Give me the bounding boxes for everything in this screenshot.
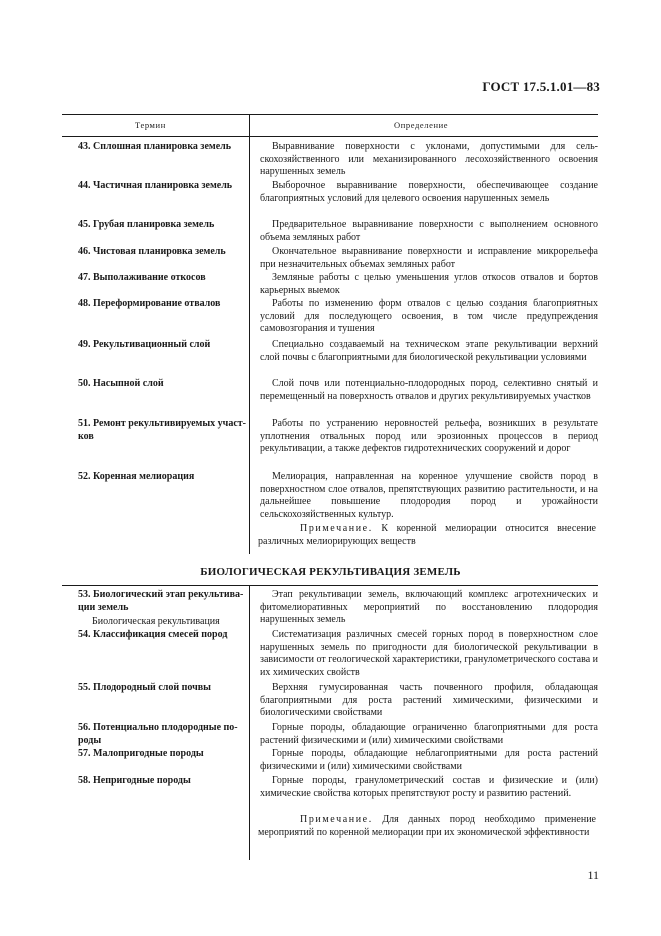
definition-48: Работы по изменению форм отвалов с целью создания благоприятных условий для последующего освоения, в том числе предупреждения самовозгорания и тушения [260, 298, 598, 335]
column-divider-lower [249, 585, 250, 860]
definition-55: Верхняя гумусированная часть почвенного профиля, обладающая благоприятными для роста растений химическими, физическими и биологическими свойствами [260, 682, 598, 719]
note-text: Для данных пород необходимо применение мероприятий по коренной мелиорации при их экономической эффективности [258, 814, 596, 838]
definition-46: Окончательное выравнивание поверхности и исправление микрорельефа при незначительных объемах земляных работ [260, 246, 598, 270]
table-header-rule [62, 136, 598, 137]
term-56: 56. Потенциально плодородные породы [78, 722, 238, 746]
definition-47: Земляные работы с целью уменьшения углов откосов отвалов и бортов карьерных выемок [260, 272, 598, 296]
term-46: 46. Чистовая планировка земель [78, 246, 226, 257]
bio-top-rule [62, 585, 598, 586]
note-58 [258, 814, 596, 839]
section-title: БИОЛОГИЧЕСКАЯ РЕКУЛЬТИВАЦИЯ ЗЕМЕЛЬ [200, 566, 461, 578]
term-50: 50. Насыпной слой [78, 378, 164, 389]
term-58: 58. Непригодные породы [78, 775, 191, 786]
definition-49: Специально создаваемый на техническом этапе рекультивации верхний слой почвы с благоприятными для биологической рекультивации условиями [260, 339, 598, 363]
definition-58: Горные породы, гранулометрический состав и физические и (или) химические свойства которых препятствуют росту и развитию растений. [260, 775, 598, 799]
column-header-definition: Определение [394, 120, 449, 130]
column-divider-upper [249, 114, 250, 554]
page-number: 11 [587, 868, 599, 882]
table-top-rule [62, 114, 598, 115]
term-44: 44. Частичная планировка земель [78, 180, 233, 191]
definition-56: Горные породы, обладающие ограниченно благоприятными для роста растений физическими и (или) химическими свойствами [260, 722, 598, 746]
definition-51: Работы по устранению неровностей рельефа, возникших в результате уплотнения отвальных пород или эрозионных процессов в период рекультивации, а также дефектов гидротехнических сооружений и дорог [260, 418, 598, 455]
standard-header: ГОСТ 17.5.1.01—83 [482, 79, 600, 94]
definition-43: Выравнивание поверхности с уклонами, допустимыми для сельскохозяйственного или механизированного лесохозяйственного освоения нарушенных земель [260, 141, 598, 178]
term-47: 47. Выполаживание откосов [78, 272, 206, 283]
note-52 [258, 523, 596, 548]
term-49: 49. Рекультивационный слой [78, 339, 211, 350]
definition-44: Выборочное выравнивание поверхности, обеспечивающее создание благоприятных условий для целевого освоения нарушенных земель [260, 180, 598, 204]
term-48: 48. Переформирование отвалов [78, 298, 221, 309]
note-text: К коренной мелиорации относится внесение различных мелиорирующих веществ [258, 523, 596, 547]
column-header-term: Термин [135, 120, 166, 130]
definition-57: Горные породы, обладающие неблагоприятными для роста растений физическими и (или) химическими свойствами [260, 748, 598, 772]
term-55: 55. Плодородный слой почвы [78, 682, 211, 693]
definition-45: Предварительное выравнивание поверхности с выполнением основного объема земляных работ [260, 219, 598, 243]
subterm: Биологическая рекультивация [92, 616, 220, 627]
definition-50: Слой почв или потенциально-плодородных пород, селективно снятый и перемещенный на поверхность отвалов и других рекультивируемых участков [260, 378, 598, 402]
definition-54: Систематизация различных смесей горных пород в поверхностном слое нарушенных земель по пригодности для биологической рекультивации в зависимости от геологической характеристики, гранулометрического состава и их химических свойств [260, 629, 598, 679]
note-label: Примечание. [300, 814, 373, 825]
term-54: 54. Классификация смесей пород [78, 629, 228, 640]
note-label: Примечание. [300, 523, 373, 534]
term-52: 52. Коренная мелиорация [78, 471, 195, 482]
term-45: 45. Грубая планировка земель [78, 219, 215, 230]
term-51: 51. Ремонт рекультивируемых участков [78, 418, 247, 442]
term-57: 57. Малопригодные породы [78, 748, 204, 759]
term-53: 53. Биологический этап рекультивации земель [78, 589, 244, 613]
definition-53: Этап рекультивации земель, включающий комплекс агротехнических и фитомелиоративных мероприятий по восстановлению плодородия нарушенных земель [260, 589, 598, 626]
term-43: 43. Сплошная планировка земель [78, 141, 232, 152]
definition-52: Мелиорация, направленная на коренное улучшение свойств пород в поверхностном слое отвалов, препятствующих развитию растительности, и на дальнейшее повышение плодородия пород и урожайности сельскохозяйственных культур. [260, 471, 598, 521]
